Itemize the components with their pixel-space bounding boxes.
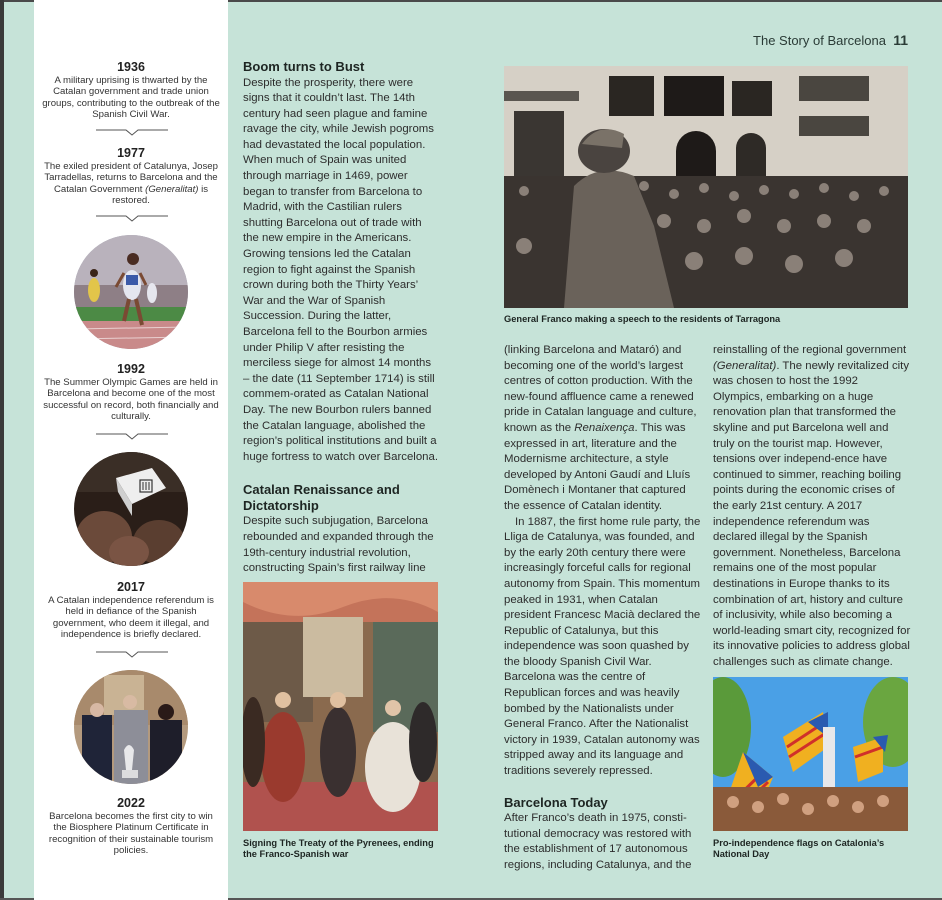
franco-caption: General Franco making a speech to the residents of Tarragona [504, 314, 781, 324]
timeline-entry-1977 [34, 146, 228, 207]
article-column-1 [243, 59, 438, 577]
timeline-divider-chevron-icon [96, 432, 168, 440]
section-body: Despite the prosperity, there were signs that it couldn’t last. The 14th century had seen plague and famine ravage the city, while Jewish pogroms had devastated the local population. When much of Spain was united through marriage in 1469, power began to transfer from Barcelona to Madrid, with the Castilian rulers shutting Barcelona out of trade with the new empire in the Americans. Growing tensions led the Catalan region to fight against the Spanish crown during both the Thirty Years’ War and the War of Spanish Succession. During the latter, Barcelona fell to the Bourbon armies under Philip V after resisting the merciless siege for almost 14 months – the date (11 September 1714) is still commem-orated as Catalan National Day. The new Bourbon rulers banned the Catalan language, abolished the region’s political institutions and built a huge fortress to watch over Barcelona. [243, 76, 439, 463]
treaty-caption: Signing The Treaty of the Pyrenees, ending the Franco-Spanish war [243, 838, 434, 860]
flags-caption: Pro-independence flags on Catalonia’s National Day [713, 838, 885, 860]
referendum-ballot-box-photo [74, 452, 188, 566]
article-column-3 [713, 343, 911, 670]
section-body: After Franco’s death in 1975, consti-tutional democracy was restored with the establishment of 17 autonomous regions, including Catalunya, and the [504, 812, 692, 871]
franco-speech-photo [504, 66, 908, 308]
treaty-of-pyrenees-painting [243, 582, 438, 831]
biosphere-award-photo [74, 670, 188, 784]
timeline-year: 1992 [117, 362, 145, 376]
timeline-divider-chevron-icon [96, 650, 168, 658]
timeline-entry-2017 [34, 580, 228, 641]
timeline-entry-1992 [34, 362, 228, 423]
article-column-2 [504, 343, 701, 874]
timeline-text: A Catalan independence referendum is held in defiance of the Spanish government, who deem it illegal, and independence is briefly declared. [48, 595, 214, 641]
timeline-divider-chevron-icon [96, 214, 168, 222]
timeline-text: A military uprising is thwarted by the Catalan government and trade union groups, contributing to the outbreak of the Spanish Civil War. [42, 75, 220, 121]
section-body: reinstalling of the regional government (Generalitat). The newly revitalized city was chosen to host the 1992 Olympics, embarking on a huge renovation plan that transformed the skyline and put Barcelona well and truly on the tourist map. However, tensions over independ-ence have continued to simmer, reaching boiling points during the economic crises of the early 21st century. A 2017 independence referendum was declared illegal by the Spanish government. Nonetheless, Barcelona remains one of the most popular destinations in Europe thanks to its combination of art, history and culture of inclusivity, while also becoming a world-leading smart city, recognized for its innovative policies to address global challenges such as climate change. [713, 344, 911, 668]
timeline-text: The exiled president of Catalunya, Josep Tarradellas, returns to Barcelona and the Catalan Government (Generalitat) is restored. [44, 161, 218, 207]
section-body: Despite such subjugation, Barcelona rebounded and expanded through the 19th-century industrial revolution, constructing Spain’s first railway line [243, 515, 434, 575]
page-border-left [0, 0, 4, 900]
section-heading-catalan-renaissance: Catalan Renaissance and Dictatorship [243, 482, 400, 513]
catalan-flags-photo [713, 677, 908, 831]
section-body: In 1887, the first home rule party, the Lliga de Catalunya, was founded, and by the early 20th century there were increasingly forceful calls for regional autonomy from Spain. This momentum peaked in 1931, when Catalan president Francesc Macià declared the Republic of Catalunya, but this independence was soon quashed by the bloody Spanish Civil War. Barcelona was the centre of Republican forces and was heavily bombed by the Nationalists under General Franco. After the Nationalist victory in 1939, Catalan autonomy was stripped away and its language and traditions severely repressed. [504, 515, 701, 778]
running-head: The Story of Barcelona [753, 33, 886, 48]
timeline-year: 1977 [117, 146, 145, 160]
timeline-year: 2022 [117, 796, 145, 810]
section-heading-boom-turns-to-bust: Boom turns to Bust [243, 59, 365, 74]
page-number: 11 [893, 32, 908, 48]
timeline-divider-chevron-icon [96, 128, 168, 136]
timeline-entry-2022 [34, 796, 228, 857]
timeline-year: 1936 [117, 60, 145, 74]
section-body: (linking Barcelona and Mataró) and becoming one of the world’s largest centres of cotton production. With the new-found affluence came a renewed pride in Catalan language and culture, known as the Renaixença. This was expressed in art, literature and the Modernisme architecture, a style developed by Antoni Gaudí and Lluís Domènech i Montaner that captured the essence of Catalan identity. [504, 344, 697, 512]
olympic-runner-photo [74, 235, 188, 349]
timeline-year: 2017 [117, 580, 145, 594]
timeline-sidebar [34, 0, 228, 900]
timeline-entry-1936 [34, 60, 228, 121]
timeline-text: Barcelona becomes the first city to win the Biosphere Platinum Certificate in recognition of their sustainable tourism policies. [48, 811, 214, 857]
timeline-text: The Summer Olympic Games are held in Barcelona and become one of the most successful on record, both financially and culturally. [43, 377, 219, 423]
section-heading-barcelona-today: Barcelona Today [504, 794, 608, 810]
